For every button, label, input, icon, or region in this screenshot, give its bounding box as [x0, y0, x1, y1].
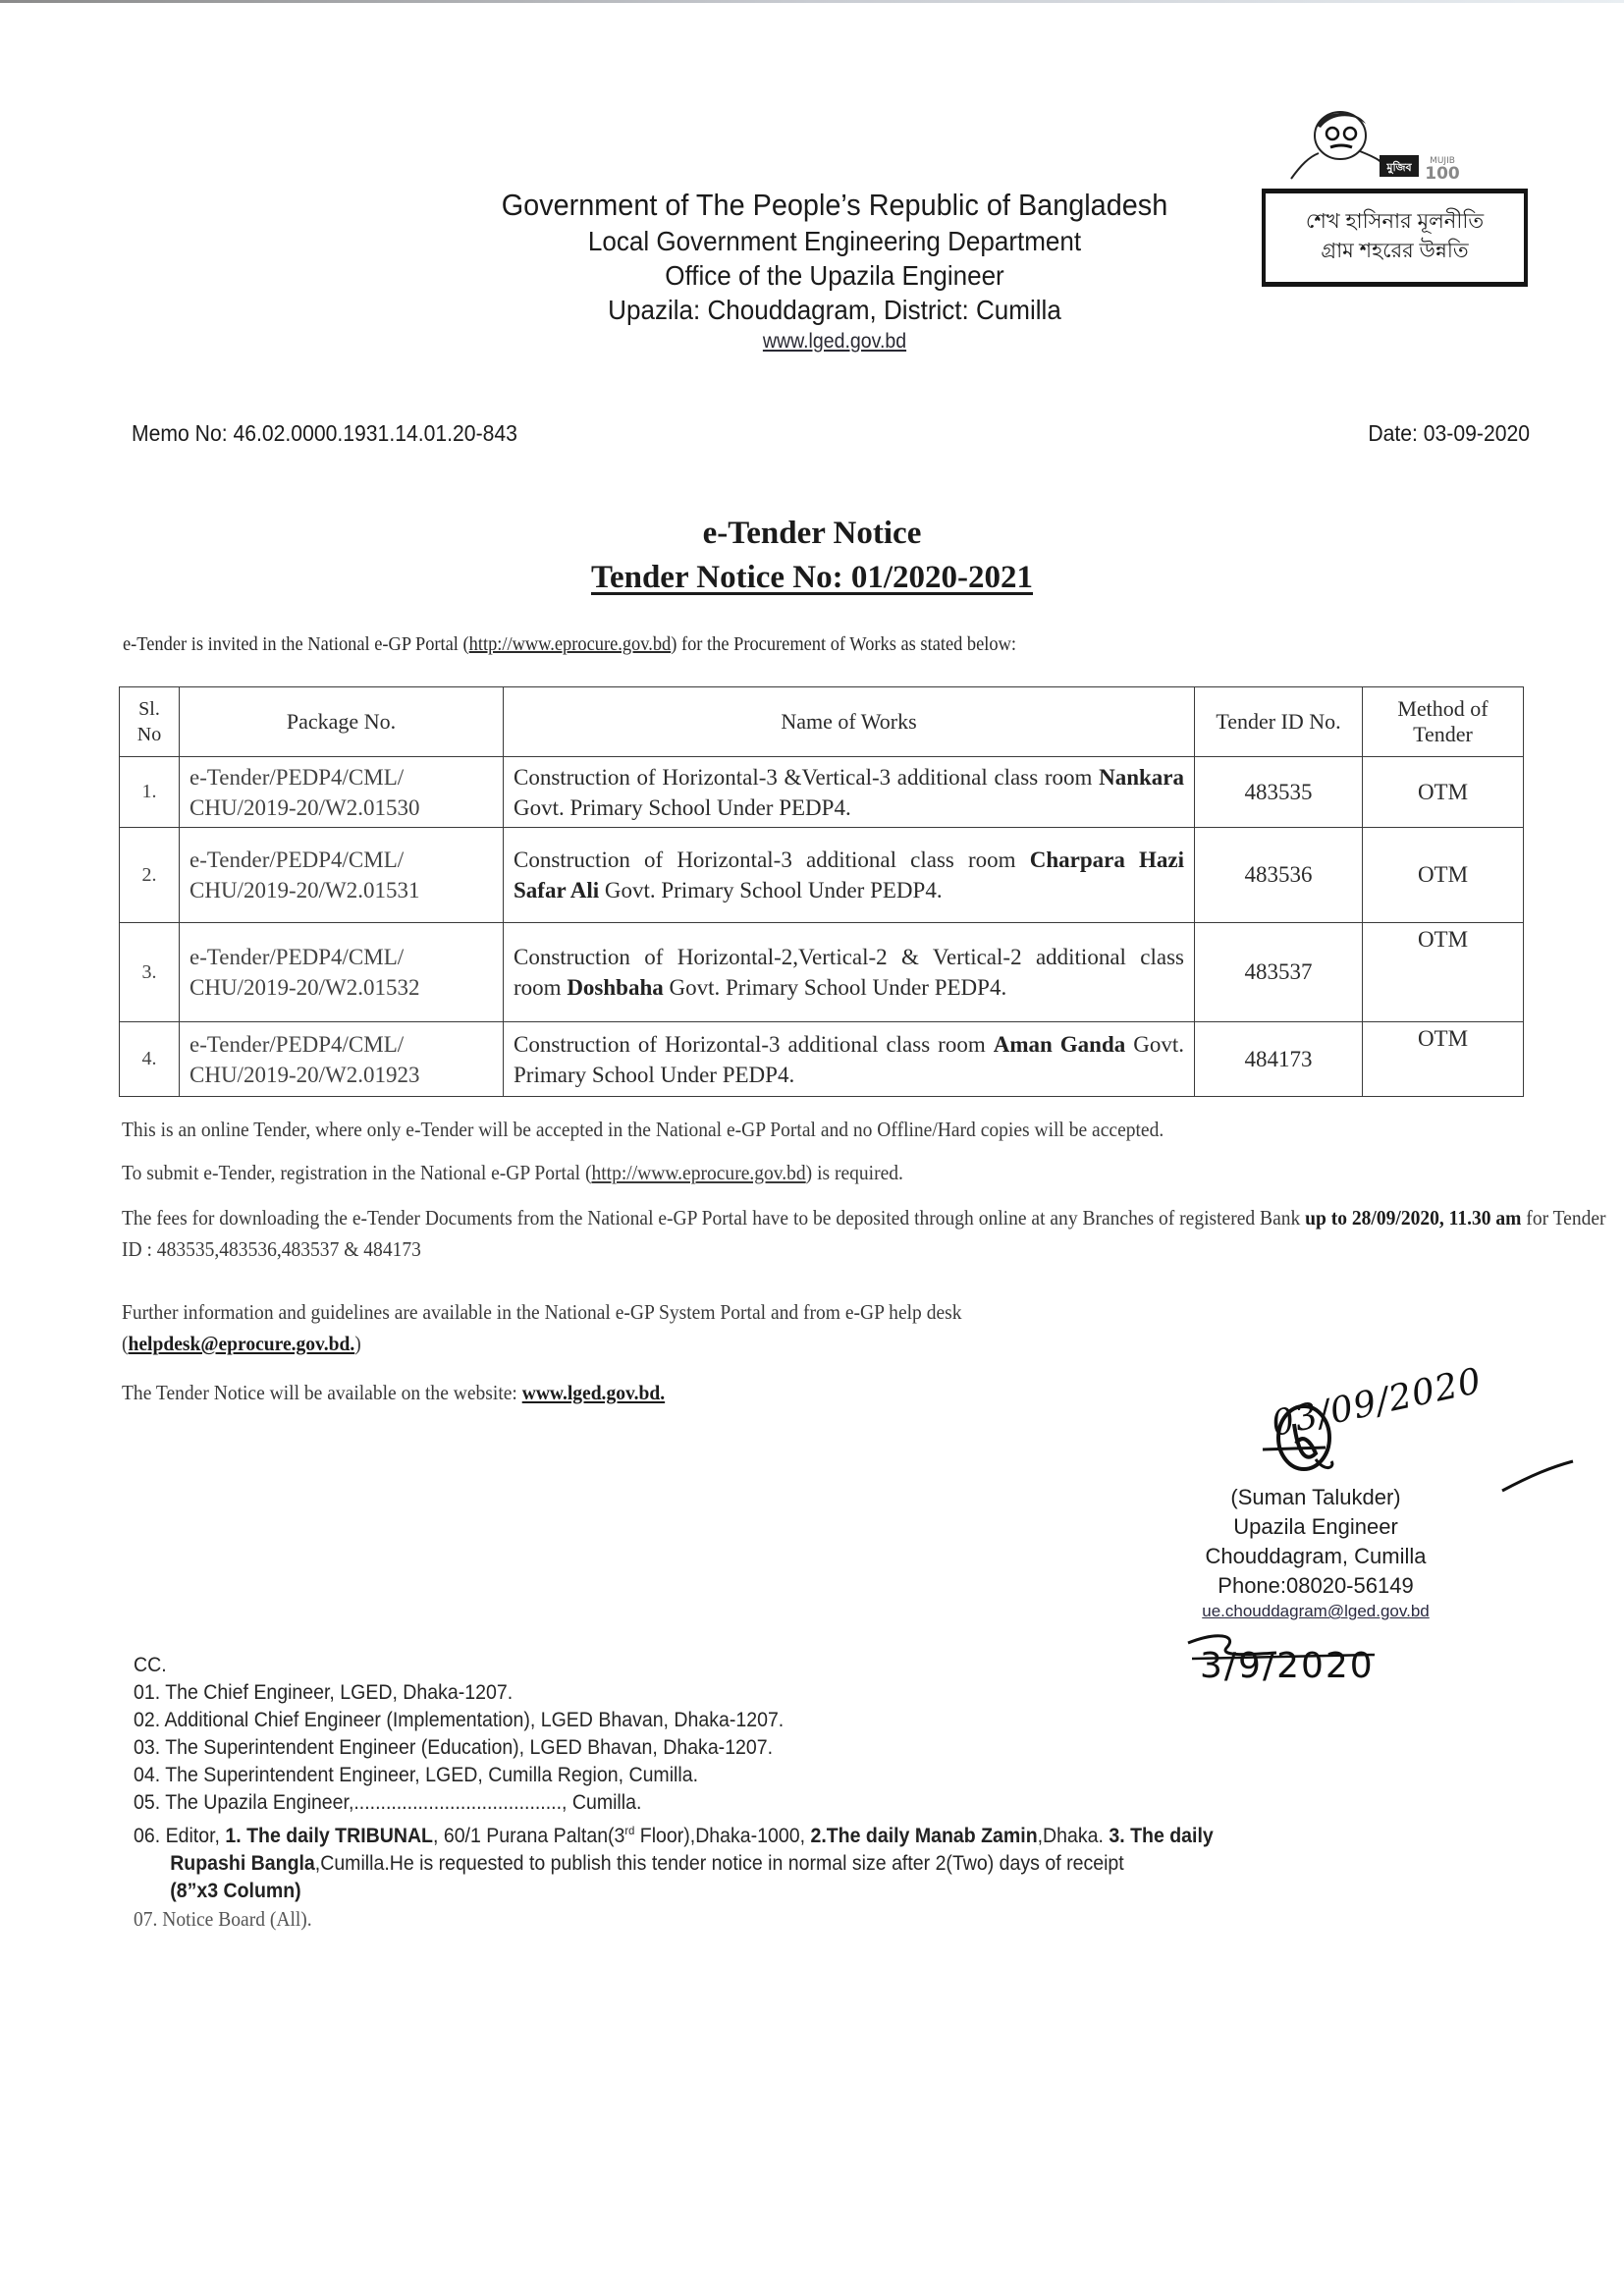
- cell-sl: 1.: [120, 757, 180, 828]
- memo-number: Memo No: 46.02.0000.1931.14.01.20-843: [132, 420, 517, 446]
- package-line-2: CHU/2019-20/W2.01531: [189, 878, 420, 902]
- header-package-no: Package No.: [180, 687, 504, 757]
- website-before: The Tender Notice will be available on the website:: [122, 1381, 522, 1404]
- cell-method: OTM: [1363, 828, 1524, 923]
- scan-edge: [0, 0, 1624, 3]
- intro-after: ) for the Procurement of Works as stated below:: [671, 633, 1017, 655]
- name-pre: Construction of Horizontal-2,Vertical-2 & Vertical-2 additional class room: [514, 945, 1184, 1000]
- cell-sl: 3.: [120, 923, 180, 1022]
- intro-before: e-Tender is invited in the National e-GP Portal (: [123, 633, 469, 655]
- notice-title: e-Tender Notice: [702, 516, 922, 551]
- cell-sl: 2.: [120, 828, 180, 923]
- school-name: Nankara: [1099, 764, 1184, 790]
- newspaper-1: 1. The daily TRIBUNAL: [225, 1825, 433, 1847]
- motto-line-1: শেখ হাসিনার মূলনীতি: [1305, 210, 1485, 233]
- cc-item: 02. Additional Chief Engineer (Implementation), LGED Bhavan, Dhaka-1207.: [134, 1709, 785, 1731]
- fees-after: for Tender ID : 483535,483536,483537 & 484173: [122, 1206, 1606, 1261]
- handwritten-initial-date: 3/9/2020: [1200, 1646, 1375, 1686]
- table-row: [120, 1022, 1524, 1097]
- eprocure-link[interactable]: http://www.eprocure.gov.bd: [468, 633, 672, 655]
- intro-text: [123, 633, 1016, 656]
- cc-item: 05. The Upazila Engineer,......................................., Cumilla.: [134, 1791, 642, 1814]
- website-notice-text: [122, 1381, 665, 1405]
- further-info-line: Further information and guidelines are available in the National e-GP System Portal and from e-GP help desk: [122, 1300, 962, 1324]
- header-tender-id: Tender ID No.: [1195, 687, 1363, 757]
- cc-item: 03. The Superintendent Engineer (Education), LGED Bhavan, Dhaka-1207.: [134, 1736, 774, 1759]
- package-line-2: CHU/2019-20/W2.01532: [189, 975, 420, 1000]
- table-header-row: [120, 687, 1524, 757]
- helpdesk-close: ): [354, 1332, 361, 1355]
- cell-name-of-works: [504, 757, 1195, 828]
- tender-notice-number: [0, 560, 1624, 596]
- publish-size: (8”x3 Column): [170, 1880, 301, 1902]
- cc-item: 01. The Chief Engineer, LGED, Dhaka-1207.: [134, 1681, 514, 1704]
- cell-method: OTM: [1363, 757, 1524, 828]
- school-name: Doshbaha: [567, 975, 664, 1000]
- newspaper-3-address: ,Cumilla.He is requested to publish this tender notice in normal size after 2(Two) days of receipt: [314, 1852, 1124, 1875]
- svg-text:MUJIB: MUJIB: [1430, 156, 1455, 166]
- eprocure-registration-link[interactable]: http://www.eprocure.gov.bd: [591, 1161, 806, 1184]
- office-location: Upazila: Chouddagram, District: Cumilla: [608, 295, 1061, 325]
- lged-website-link[interactable]: www.lged.gov.bd.: [521, 1381, 666, 1404]
- fees-before: The fees for downloading the e-Tender Documents from the National e-GP Portal have to be deposited through online at any Branches of registered Bank: [122, 1206, 1306, 1230]
- svg-text:মুজিব: মুজিব: [1386, 161, 1412, 174]
- table-row: [120, 828, 1524, 923]
- name-pre: Construction of Horizontal-3 additional class room: [514, 847, 1030, 872]
- helpdesk-email-link[interactable]: helpdesk@eprocure.gov.bd.: [128, 1332, 355, 1355]
- package-line-2: CHU/2019-20/W2.01530: [189, 794, 420, 820]
- further-info-text: [122, 1296, 1528, 1359]
- name-post: Govt. Primary School Under PEDP4.: [599, 878, 943, 902]
- registration-after: ) is required.: [805, 1161, 903, 1184]
- handwritten-signature-date: 03/09/2020: [1268, 1360, 1486, 1445]
- works-table: [119, 686, 1524, 1097]
- package-line-2: CHU/2019-20/W2.01923: [189, 1062, 420, 1087]
- newspaper-1-address-cont: Floor),Dhaka-1000,: [634, 1825, 811, 1847]
- cc-list: [134, 1652, 1522, 1933]
- office-name: Office of the Upazila Engineer: [665, 260, 1004, 291]
- cell-tender-id: 483535: [1195, 757, 1363, 828]
- mujib-100-logo-icon: [1262, 106, 1517, 181]
- header-sl-no: Sl. No: [120, 687, 180, 757]
- govt-name: Government of The People’s Republic of Bangladesh: [501, 188, 1168, 222]
- package-line-1: e-Tender/PEDP4/CML/: [189, 1031, 405, 1057]
- cell-method: OTM: [1363, 923, 1524, 1022]
- cell-tender-id: 483537: [1195, 923, 1363, 1022]
- package-line-1: e-Tender/PEDP4/CML/: [189, 847, 405, 872]
- cell-method: OTM: [1363, 1022, 1524, 1097]
- motto-box: [1262, 189, 1528, 287]
- memo-date: Date: 03-09-2020: [1368, 420, 1530, 446]
- helpdesk-open: (: [122, 1332, 129, 1355]
- table-row: [120, 757, 1524, 828]
- helpdesk-line: [122, 1328, 1528, 1359]
- name-post: Govt. Primary School Under PEDP4.: [514, 1031, 1184, 1087]
- package-line-1: e-Tender/PEDP4/CML/: [189, 945, 405, 969]
- cell-package: [180, 1022, 504, 1097]
- cell-name-of-works: [504, 1022, 1195, 1097]
- newspaper-3: Rupashi Bangla: [170, 1852, 315, 1875]
- letterhead-website-link[interactable]: www.lged.gov.bd: [762, 330, 907, 353]
- cell-name-of-works: [504, 828, 1195, 923]
- signature-block: [1168, 1483, 1463, 1622]
- signatory-name: (Suman Talukder): [1230, 1485, 1401, 1509]
- name-post: Govt. Primary School Under PEDP4.: [663, 975, 1007, 1000]
- department-name: Local Government Engineering Department: [587, 226, 1082, 256]
- cell-sl: 4.: [120, 1022, 180, 1097]
- signatory-designation: Upazila Engineer: [1233, 1514, 1398, 1539]
- package-line-1: e-Tender/PEDP4/CML/: [189, 764, 405, 790]
- motto-line-2: গ্রাম শহরের উন্নতি: [1321, 240, 1469, 262]
- cell-name-of-works: [504, 923, 1195, 1022]
- school-name: Aman Ganda: [993, 1031, 1126, 1057]
- cell-tender-id: 484173: [1195, 1022, 1363, 1097]
- newspaper-2: 2.The daily Manab Zamin: [810, 1825, 1038, 1847]
- name-pre: Construction of Horizontal-3 additional class room: [514, 1031, 994, 1057]
- cell-package: [180, 828, 504, 923]
- registration-before: To submit e-Tender, registration in the National e-GP Portal (: [122, 1161, 592, 1184]
- newspaper-1-address: , 60/1 Purana Paltan(3: [432, 1825, 625, 1847]
- signatory-email-link[interactable]: ue.chouddagram@lged.gov.bd: [1202, 1602, 1430, 1620]
- svg-text:100: 100: [1425, 164, 1460, 181]
- cell-package: [180, 923, 504, 1022]
- cc-item: 07. Notice Board (All).: [134, 1907, 312, 1931]
- letterhead: [432, 187, 1237, 356]
- name-post: Govt. Primary School Under PEDP4.: [514, 794, 851, 820]
- floor-superscript: rd: [624, 1824, 635, 1837]
- header-method: Method of Tender: [1363, 687, 1524, 757]
- header-name-of-works: Name of Works: [504, 687, 1195, 757]
- cell-tender-id: 483536: [1195, 828, 1363, 923]
- fees-deadline: up to 28/09/2020, 11.30 am: [1305, 1206, 1522, 1230]
- signatory-location: Chouddagram, Cumilla: [1205, 1544, 1427, 1568]
- registration-text: [122, 1161, 903, 1185]
- table-row: [120, 923, 1524, 1022]
- newspaper-3-prefix: 3. The daily: [1109, 1825, 1214, 1847]
- cc-item-editor: [134, 1817, 1522, 1905]
- online-tender-text: This is an online Tender, where only e-Tender will be accepted in the National e-GP Portal and no Offline/Hard copies will be accepted.: [122, 1118, 1164, 1141]
- cc-heading: CC.: [134, 1654, 167, 1676]
- newspaper-2-address: ,Dhaka.: [1037, 1825, 1110, 1847]
- school-name: Charpara Hazi Safar Ali: [514, 847, 1184, 902]
- tender-notice-number-text: Tender Notice No: 01/2020-2021: [590, 560, 1034, 595]
- cc-item: 04. The Superintendent Engineer, LGED, Cumilla Region, Cumilla.: [134, 1764, 699, 1786]
- name-pre: Construction of Horizontal-3 &Vertical-3 additional class room: [514, 764, 1100, 790]
- cell-package: [180, 757, 504, 828]
- fees-text: [122, 1202, 1624, 1265]
- editor-prefix: 06. Editor,: [134, 1825, 226, 1847]
- signatory-phone: Phone:08020-56149: [1218, 1573, 1414, 1598]
